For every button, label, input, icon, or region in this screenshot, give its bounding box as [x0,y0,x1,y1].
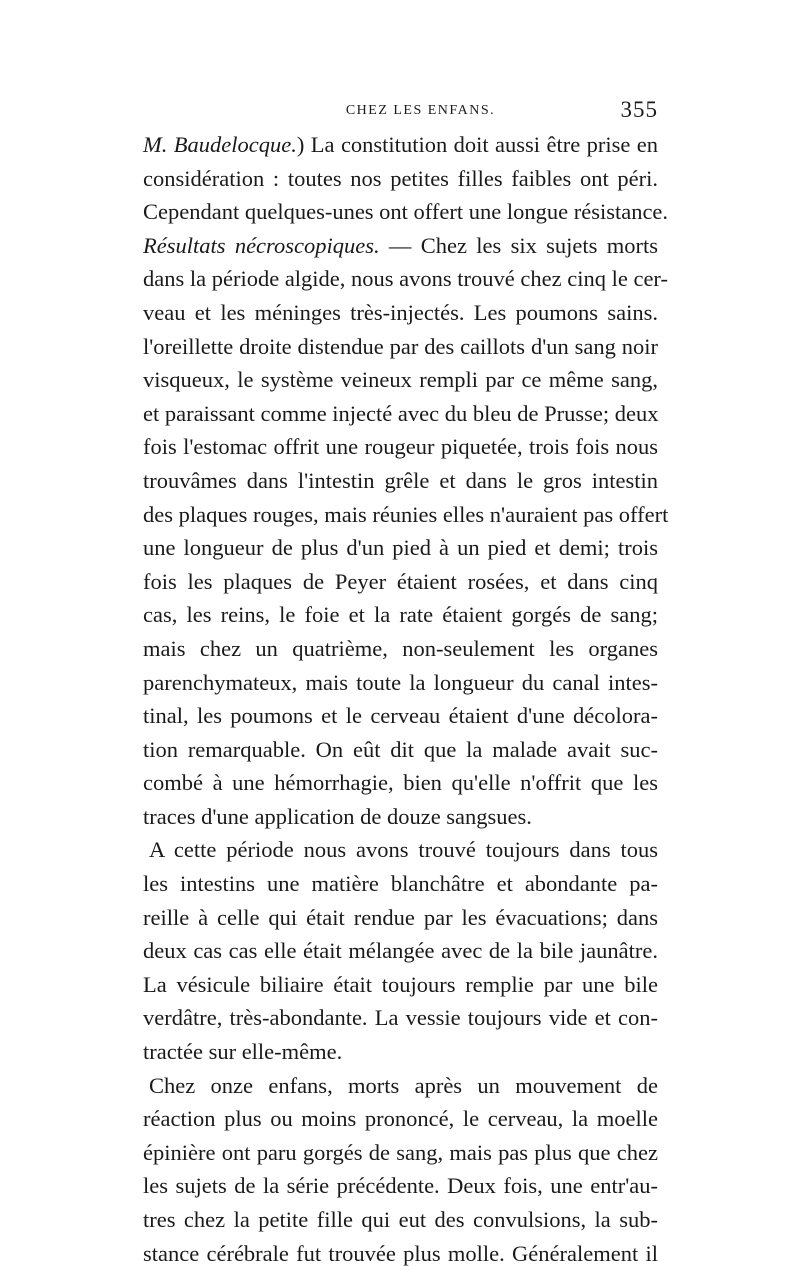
text-line: l'oreillette droite distendue par des caillots d'un sang noir [143,333,658,359]
text-line: une longueur de plus d'un pied à un pied et demi; trois [143,535,658,561]
text-line: mais chez un quatrième, non-seulement les organes [143,635,658,661]
text-line: visqueux, le système veineux rempli par ce même sang, [143,367,658,393]
text-line: reille à celle qui était rendue par les évacuations; dans [143,904,658,930]
text-line: Cependant quelques-unes ont offert une longue résistance. [143,199,669,225]
text-line: combé à une hémorrhagie, bien qu'elle n'offrit que les [143,770,658,796]
text-line: verdâtre, très-abondante. La vessie toujours vide et con- [143,1005,658,1031]
body-text [143,128,669,1270]
text-line: A cette période nous avons trouvé toujours dans tous [149,837,658,863]
text-line: tractée sur elle-même. [143,1039,343,1065]
text-line: fois l'estomac offrit une rougeur piquetée, trois fois nous [143,434,658,460]
text-line: tion remarquable. On eût dit que la malade avait suc- [143,736,658,762]
italic-run: M. Baudelocque. [143,132,297,157]
text-run: — Chez les six sujets morts [379,232,658,258]
running-title: CHEZ LES ENFANS. [345,103,496,118]
text-line: considération : toutes nos petites filles faibles ont péri. [143,165,658,191]
text-line: fois les plaques de Peyer étaient rosées, et dans cinq [143,568,658,594]
text-line: les sujets de la série précédente. Deux fois, une entr'au- [143,1173,658,1199]
text-line: cas, les reins, le foie et la rate étaient gorgés de sang; [143,602,658,628]
text-line: et paraissant comme injecté avec du bleu de Prusse; deux [143,400,659,426]
text-line: dans la période algide, nous avons trouvé chez cinq le cer- [143,266,668,292]
text-line: les intestins une matière blanchâtre et abondante pa- [143,871,658,897]
text-line: épinière ont paru gorgés de sang, mais pas plus que chez [143,1139,658,1165]
text-line: parenchymateux, mais toute la longueur du canal intes- [143,669,658,695]
text-line: stance cérébrale fut trouvée plus molle. Généralement il [143,1240,658,1266]
text-line: deux cas cas elle était mélangée avec de la bile jaunâtre. [143,938,658,964]
text-line: trouvâmes dans l'intestin grêle et dans le gros intestin [143,467,658,493]
text-line: tres chez la petite fille qui eut des convulsions, la sub- [143,1207,658,1232]
text-line: La vésicule biliaire était toujours remplie par une bile [143,971,658,997]
text-line [143,229,658,263]
text-line: veau et les méninges très-injectés. Les poumons sains. [143,299,658,325]
page-number: 355 [620,97,658,122]
text-line: Chez onze enfans, morts après un mouvement de [149,1072,658,1098]
text-run: ) La constitution doit aussi être prise en [296,132,658,157]
text-line: tinal, les poumons et le cerveau étaient d'une décolora- [143,703,658,729]
text-line: traces d'une application de douze sangsues. [143,803,532,829]
running-head [143,97,658,125]
text-line [143,128,658,162]
italic-run: Résultats nécroscopiques. [143,232,380,258]
text-line: des plaques rouges, mais réunies elles n'auraient pas offert [143,501,669,527]
text-line: réaction plus ou moins prononcé, le cerveau, la moelle [143,1106,658,1132]
